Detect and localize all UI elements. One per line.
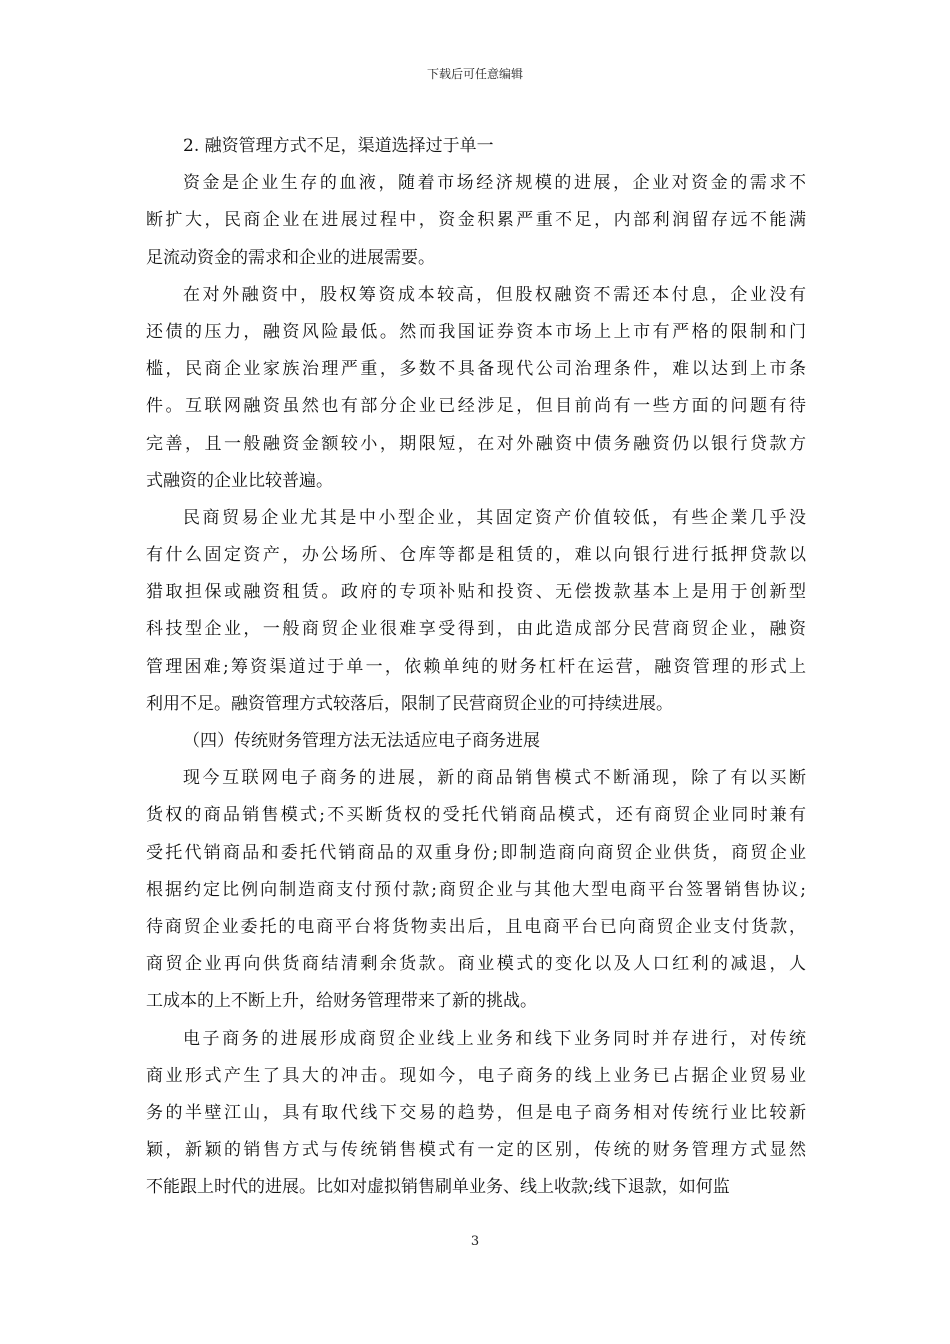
page-number: 3	[470, 1234, 480, 1249]
text-line: 电子商务的进展形成商贸企业线上业务和线下业务同时并存进行，对传统	[183, 1028, 806, 1049]
text-line: 民商贸易企业尤其是中小型企业，其固定资产价值较低，有些企業几乎没	[183, 507, 806, 528]
page-header: 下载后可任意编辑	[426, 67, 523, 81]
text-line: 槛，民商企业家族治理严重，多数不具备现代公司治理条件，难以达到上市条	[146, 359, 806, 380]
text-line: 工成本的上不断上升，给财务管理带来了新的挑战。	[146, 991, 537, 1012]
text-line: 利用不足。融资管理方式较落后，限制了民营商贸企业的可持续进展。	[146, 693, 673, 714]
text-line: 资金是企业生存的血液，随着市场经济规模的进展，企业对资金的需求不	[183, 173, 806, 194]
text-line: 待商贸企业委托的电商平台将货物卖出后，且电商平台已向商贸企业支付货款，	[146, 916, 806, 937]
text-line: 还债的压力，融资风险最低。然而我国证券资本市场上上市有严格的限制和门	[146, 321, 806, 342]
body-paragraph	[146, 1021, 806, 1207]
text-line: 式融资的企业比较普遍。	[146, 470, 333, 491]
text-line: 不能跟上时代的进展。比如对虚拟销售刷单业务、线上收款;线下退款，如何监	[146, 1177, 730, 1198]
text-line: 货权的商品销售模式;不买断货权的受托代销商品模式，还有商贸企业同时兼有	[146, 805, 806, 826]
text-line: 足流动资金的需求和企业的进展需要。	[146, 247, 435, 268]
text-line: 根据约定比例向制造商支付预付款;商贸企业与其他大型电商平台签署销售协议;	[146, 879, 806, 900]
text-line: 颖，新颖的销售方式与传统销售模式有一定的区别，传统的财务管理方式显然	[146, 1140, 806, 1161]
body-paragraph	[146, 165, 806, 277]
text-line: 完善，且一般融资金额较小，期限短，在对外融资中债务融资仍以银行贷款方	[146, 433, 806, 454]
section-heading	[146, 128, 806, 165]
section-heading	[146, 723, 806, 760]
text-line: （四）传统财务管理方法无法适应电子商务进展	[183, 731, 540, 751]
text-line: 管理困难;筹资渠道过于单一，依赖单纯的财务杠杆在运营，融资管理的形式上	[146, 656, 806, 677]
text-line: 现今互联网电子商务的进展，新的商品销售模式不断涌现，除了有以买断	[183, 768, 806, 789]
document-body	[146, 128, 806, 1206]
text-line: 在对外融资中，股权筹资成本较高，但股权融资不需还本付息，企业没有	[183, 284, 806, 305]
text-line: 务的半壁江山，具有取代线下交易的趋势，但是电子商务相对传统行业比较新	[146, 1102, 806, 1123]
text-line: 件。互联网融资虽然也有部分企业已经涉足，但目前尚有一些方面的问题有待	[146, 396, 806, 417]
text-line: 科技型企业，一般商贸企业很难享受得到，由此造成部分民营商贸企业，融资	[146, 619, 806, 640]
body-paragraph	[146, 277, 806, 500]
text-line: 受托代销商品和委托代销商品的双重身份;即制造商向商贸企业供货，商贸企业	[146, 842, 806, 863]
text-line: 断扩大，民商企业在进展过程中，资金积累严重不足，内部利润留存远不能满	[146, 210, 806, 231]
text-line: 商业形式产生了具大的冲击。现如今，电子商务的线上业务已占据企业贸易业	[146, 1065, 806, 1086]
body-paragraph	[146, 760, 806, 1020]
text-line: 商贸企业再向供货商结清剩余货款。商业模式的变化以及人口红利的减退，人	[146, 954, 806, 975]
text-line: 有什么固定资产，办公场所、仓库等都是租赁的，难以向银行进行抵押贷款以	[146, 545, 806, 566]
body-paragraph	[146, 500, 806, 723]
text-line: 猎取担保或融资租赁。政府的专项补贴和投资、无偿拨款基本上是用于创新型	[146, 582, 806, 603]
text-line: 2. 融资管理方式不足，渠道选择过于单一	[183, 136, 494, 156]
